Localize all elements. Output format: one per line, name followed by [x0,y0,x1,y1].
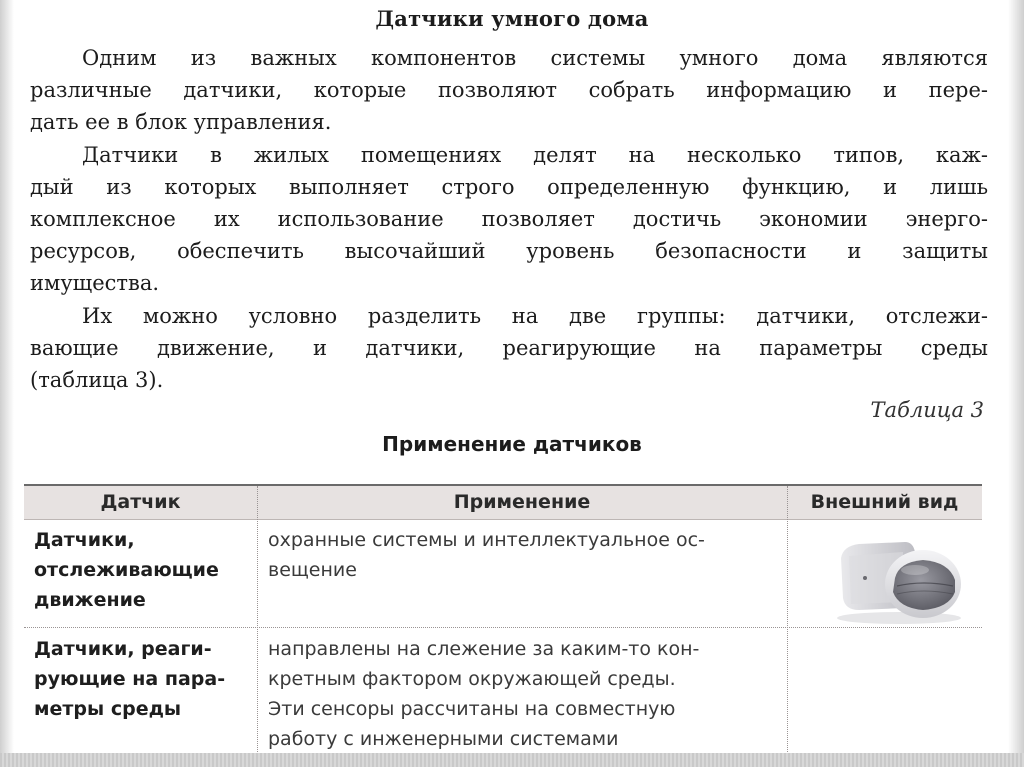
cell-line: отслеживающие [34,559,219,581]
row1-sensor-cell [34,525,249,615]
table-title: Применение датчиков [382,432,642,456]
row2-application-cell [268,634,778,754]
column-divider [787,486,788,766]
text-line: имущества. [30,271,160,296]
header-sensor: Датчик [100,491,181,513]
cell-line: вещение [268,559,357,581]
cell-line: рующие на пара- [34,668,226,690]
row1-application-cell [268,525,778,585]
text-line: Их можно условно разделить на две группы: датчики, отслежи- [82,303,988,328]
cell-line: метры среды [34,698,182,720]
text-line: вающие движение, и датчики, реагирующие на параметры среды [30,335,988,360]
text-line: дать ее в блок управления. [30,110,332,135]
text-line: (таблица 3). [30,368,164,393]
cell-line: Датчики, реаги- [34,638,212,660]
cell-line: Эти сенсоры рассчитаны на совместную [268,698,676,720]
paragraph [30,42,988,139]
motion-sensor-image [819,526,969,626]
cell-line: работу с инженерными системами [268,728,619,750]
table-number-label: Таблица 3 [870,398,984,422]
header-application: Применение [453,491,591,513]
column-divider [257,486,258,766]
page-shadow-right [1008,0,1024,767]
document-title: Датчики умного дома [375,6,649,31]
body-text [30,42,988,396]
row2-sensor-cell [34,634,249,724]
sensor-table [24,484,982,766]
text-line: Одним из важных компонентов системы умного дома являются [82,46,988,70]
page-shadow-left [0,0,14,767]
header-appearance: Внешний вид [810,491,959,513]
paragraph [30,300,988,397]
cell-line: направлены на слежение за каким-то кон- [268,638,700,660]
text-line: ресурсов, обеспечить высочайший уровень безопасности и защиты [30,239,988,264]
table-header-row [24,486,982,520]
text-line: Датчики в жилых помещениях делят на несколько типов, каж- [82,142,988,167]
cell-line: кретным фактором окружающей среды. [268,668,676,690]
text-line: различные датчики, которые позволяют собрать информацию и пере- [30,78,988,103]
text-line: комплексное их использование позволяет достичь экономии энерго- [30,207,988,232]
cell-line: Датчики, [34,529,135,551]
cell-line: движение [34,589,146,611]
paragraph [30,139,988,300]
cell-line: охранные системы и интеллектуальное ос- [268,529,705,551]
row-divider [24,627,982,628]
page-bottom-edge [0,753,1024,767]
text-line: дый из которых выполняет строго определенную функцию, и лишь [30,174,988,199]
